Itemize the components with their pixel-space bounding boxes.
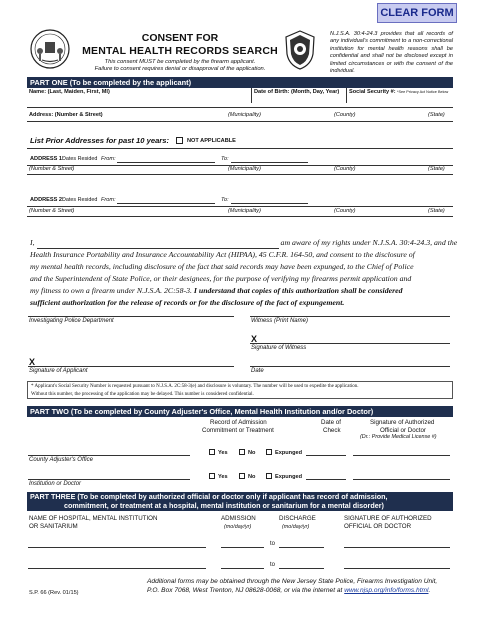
form-id: S.P. 66 (Rev. 01/15) xyxy=(29,590,79,596)
consent-line-1: I, am aware of my rights under N.J.S.A. 30:4-24.3, and the xyxy=(30,238,458,247)
address-municipality-label: (Municipality) xyxy=(228,112,261,118)
county-adjuster-field[interactable] xyxy=(28,447,190,455)
admission-heading: ADMISSION (mo/day/yr) xyxy=(221,515,256,530)
name-label: Name: (Last, Maiden, First, MI) xyxy=(29,89,110,95)
institution-check-date-field[interactable] xyxy=(306,479,346,480)
consent-name-field[interactable] xyxy=(37,240,279,249)
dob-field[interactable] xyxy=(253,96,345,106)
ssn-label: Social Security #: xyxy=(349,89,396,95)
discharge-field-1[interactable] xyxy=(279,547,324,548)
prior-addresses-label: List Prior Addresses for past 10 years: xyxy=(30,136,169,145)
admission-field-1[interactable] xyxy=(221,547,264,548)
institution-no-checkbox[interactable] xyxy=(239,473,245,479)
to-label-1: to xyxy=(270,541,276,547)
part-two-header: PART TWO (To be completed by County Adjuster's Office, Mental Health Institution and/or Doctor) xyxy=(27,406,453,417)
address1-to-label: To: xyxy=(221,156,229,162)
county-check-date-field[interactable] xyxy=(306,455,346,456)
institution-label: Institution or Doctor xyxy=(29,481,82,487)
witness-x-mark: X xyxy=(251,334,258,344)
admission-field-2[interactable] xyxy=(221,568,264,569)
address1-from-label: From: xyxy=(101,156,116,162)
address2-state: (State) xyxy=(428,208,445,214)
institution-signature-field[interactable] xyxy=(353,479,450,480)
address1-number-street: (Number & Street) xyxy=(29,166,75,172)
address1-state: (State) xyxy=(428,166,445,172)
ssn-field[interactable] xyxy=(348,96,453,106)
address1-dates-resided: Dates Resided xyxy=(62,156,98,162)
form-title-line2: MENTAL HEALTH RECORDS SEARCH xyxy=(82,45,278,57)
forms-link[interactable]: www.njsp.org/info/forms.html xyxy=(344,587,429,594)
institution-expunged-label: Expunged xyxy=(275,474,303,480)
part-one-header: PART ONE (To be completed by the applicant) xyxy=(27,77,453,88)
applicant-x-mark: X xyxy=(29,357,36,367)
sig-authorized-heading: Signature of Authorized xyxy=(370,419,435,426)
confidentiality-notice: N.J.S.A. 30:4-24.3 provides that all records of any individual's commitment to a non-correctional institution for mental health reasons shall be confidential and shall not be disclosed except in limited circumstances or with the consent of the individual. xyxy=(330,31,453,75)
discharge-field-2[interactable] xyxy=(279,568,324,569)
county-no-checkbox[interactable] xyxy=(239,449,245,455)
ssn-note: *See Privacy Act Notice Below xyxy=(397,90,449,94)
county-expunged-label: Expunged xyxy=(275,450,303,456)
part-three-header: PART THREE (To be completed by authorized official or doctor only if applicant has record of admission, commitment, or treatment at a hospital, mental institution or sanitarium for a mental disorder) xyxy=(27,492,453,511)
county-yes-label: Yes xyxy=(218,450,228,456)
institution-no-label: No xyxy=(248,474,256,480)
privacy-act-notice: * Applicant's Social Security Number is requested pursuant to N.J.S.A. 2C:58-3(e) and disclosure is voluntary. The number will be used to expedite the application. Without this number, the processing of the application may be delayed. This number is considered confidential. xyxy=(27,381,453,399)
witness-print-label: Witness (Print Name) xyxy=(251,318,308,324)
form-title-line1: CONSENT FOR xyxy=(141,32,219,44)
date-label: Date xyxy=(251,368,264,374)
address2-number-street: (Number & Street) xyxy=(29,208,75,214)
not-applicable-label: NOT APPLICABLE xyxy=(187,138,236,144)
official-signature-field-1[interactable] xyxy=(344,547,450,548)
consent-line-3: my mental health records, including disclosure of the fact that said records may have been expunged, to the Chief of Police xyxy=(30,262,414,271)
investigating-dept-field[interactable] xyxy=(28,304,234,316)
address-label: Address: (Number & Street) xyxy=(29,112,103,118)
hospital-field-2[interactable] xyxy=(28,568,206,569)
signature-official-heading: SIGNATURE OF AUTHORIZED OFFICIAL OR DOCTOR xyxy=(344,515,432,530)
footer-line-2: P.O. Box 7068, West Trenton, NJ 08628-0068, or via the internet at www.njsp.org/info/forms.html. xyxy=(147,587,431,594)
county-no-label: No xyxy=(248,450,256,456)
county-adjuster-label: County Adjuster's Office xyxy=(29,457,93,463)
hospital-field-1[interactable] xyxy=(28,547,206,548)
consent-line-2: Health Insurance Portability and Insurance Accountability Act (HIPAA), 45 C.F.R. 164-50, and consent to the disclosure of xyxy=(30,250,415,259)
official-signature-field-2[interactable] xyxy=(344,568,450,569)
check-heading: Check xyxy=(323,427,341,434)
official-doctor-heading: Official or Doctor xyxy=(380,427,426,434)
form-subtitle-1: This consent MUST be completed by the firearm applicant. xyxy=(104,59,256,65)
consent-line-5: my fitness to own a firearm under N.J.S.A. 2C:58-3. I understand that copies of this authorization shall be considered xyxy=(30,286,403,295)
address1-municipality: (Municipality) xyxy=(228,166,261,172)
name-field[interactable] xyxy=(28,96,250,106)
address2-label: ADDRESS 2: xyxy=(30,197,64,203)
footer-line-1: Additional forms may be obtained through the New Jersey State Police, Firearms Investigation Unit, xyxy=(147,578,438,585)
institution-yes-label: Yes xyxy=(218,474,228,480)
institution-expunged-checkbox[interactable] xyxy=(266,473,272,479)
institution-field[interactable] xyxy=(28,471,190,479)
witness-signature-label: Signature of Witness xyxy=(251,345,307,351)
clear-form-button[interactable]: CLEAR FORM xyxy=(377,3,457,23)
address2-county: (County) xyxy=(334,208,356,214)
provide-license-heading: (Dr.: Provide Medical License #) xyxy=(360,434,437,440)
witness-print-field[interactable] xyxy=(250,304,450,316)
discharge-heading: DISCHARGE (mo/day/yr) xyxy=(279,515,316,530)
form-subtitle-2: Failure to consent requires denial or disapproval of the application. xyxy=(94,66,266,72)
not-applicable-checkbox[interactable] xyxy=(176,137,183,144)
to-label-2: to xyxy=(270,562,276,568)
address1-from-field[interactable] xyxy=(117,162,215,163)
address-state-label: (State) xyxy=(428,112,445,118)
address-county-label: (County) xyxy=(334,112,356,118)
applicant-signature-label: Signature of Applicant xyxy=(29,368,88,374)
commitment-heading: Commitment or Treatment xyxy=(202,427,274,434)
address1-county: (County) xyxy=(334,166,356,172)
county-signature-field[interactable] xyxy=(353,455,450,456)
date-of-heading: Date of xyxy=(321,419,341,426)
record-admission-heading: Record of Admission xyxy=(210,419,267,426)
dob-label: Date of Birth: (Month, Day, Year) xyxy=(254,89,340,95)
hospital-heading: NAME OF HOSPITAL, MENTAL INSTITUTION OR SANITARIUM xyxy=(29,515,158,530)
address1-label: ADDRESS 1: xyxy=(30,156,64,162)
address2-dates-resided: Dates Resided xyxy=(62,197,98,203)
state-seal-left xyxy=(30,29,70,69)
consent-line-4: and the Superintendent of State Police, or their designees, for the purpose of verifying my firearms permit application and xyxy=(30,274,412,283)
investigating-dept-label: Investigating Police Department xyxy=(29,318,114,324)
county-expunged-checkbox[interactable] xyxy=(266,449,272,455)
consent-line-6: sufficient authorization for the release of records or for the disclosure of the fact of expungement. xyxy=(30,298,345,307)
institution-yes-checkbox[interactable] xyxy=(209,473,215,479)
address2-to-label: To: xyxy=(221,197,229,203)
address2-from-label: From: xyxy=(101,197,116,203)
address2-municipality: (Municipality) xyxy=(228,208,261,214)
county-yes-checkbox[interactable] xyxy=(209,449,215,455)
address1-to-field[interactable] xyxy=(231,162,308,163)
